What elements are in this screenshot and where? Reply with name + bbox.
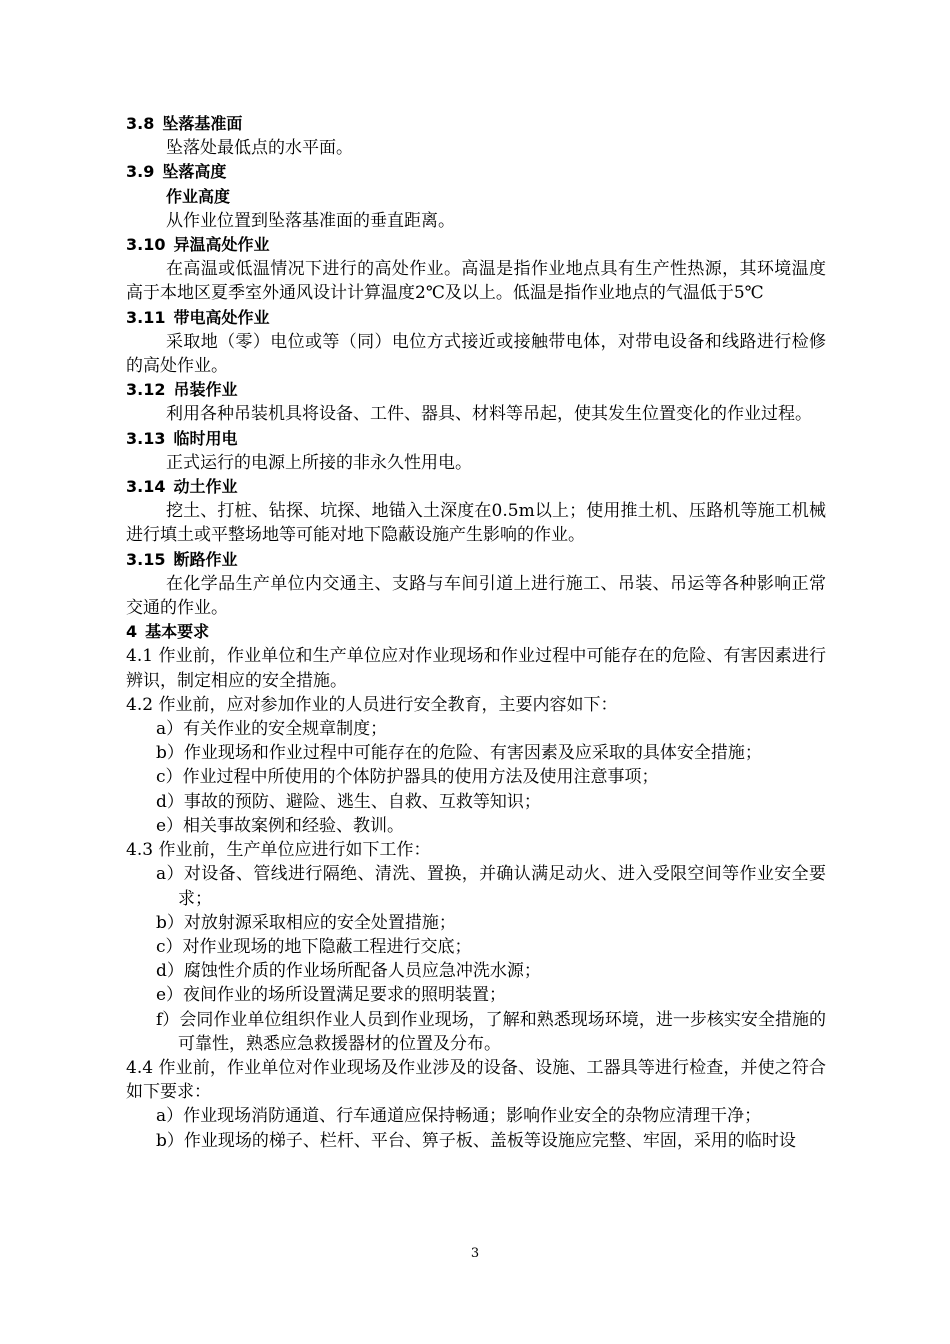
section-title: 带电高处作业	[173, 307, 270, 327]
section-number: 3.15	[126, 549, 166, 569]
section-title: 断路作业	[173, 549, 238, 569]
definition-paragraph: 采取地（零）电位或等（同）电位方式接近或接触带电体，对带电设备和线路进行检修的高处作业。	[126, 331, 826, 377]
page-number: 3	[470, 1246, 480, 1261]
definition-paragraph: 从作业位置到坠落基准面的垂直距离。	[166, 210, 455, 231]
list-item: b）作业现场和作业过程中可能存在的危险、有害因素及应采取的具体安全措施；	[156, 743, 762, 764]
section-number: 3.10	[126, 235, 166, 255]
clause-paragraph: 4.2 作业前，应对参加作业的人员进行安全教育，主要内容如下：	[126, 694, 618, 715]
section-number: 3.12	[126, 380, 166, 400]
section-title: 吊装作业	[173, 380, 238, 400]
section-title: 临时用电	[173, 428, 238, 448]
definition-paragraph: 在高温或低温情况下进行的高处作业。高温是指作业地点具有生产性热源，其环境温度高于本地区夏季室外通风设计计算温度2℃及以上。低温是指作业地点的气温低于5℃	[126, 259, 826, 304]
section-title: 动土作业	[173, 477, 238, 497]
definition-paragraph: 坠落处最低点的水平面。	[166, 138, 353, 159]
clause-paragraph: 4.1 作业前，作业单位和生产单位应对作业现场和作业过程中可能存在的危险、有害因素进行辨识，制定相应的安全措施。	[126, 646, 826, 691]
list-item: c）对作业现场的地下隐蔽工程进行交底；	[156, 936, 472, 957]
section-number: 3.11	[126, 307, 166, 327]
list-item: f）会同作业单位组织作业人员到作业现场，了解和熟悉现场环境，进一步核实安全措施的可靠性，熟悉应急救援器材的位置及分布。	[156, 1009, 826, 1054]
section-title: 坠落高度	[162, 162, 227, 182]
section-heading	[126, 233, 826, 257]
list-item: b）对放射源采取相应的安全处置措施；	[156, 912, 456, 933]
list-item: a）对设备、管线进行隔绝、清洗、置换，并确认满足动火、进入受限空间等作业安全要求；	[156, 864, 826, 909]
definition-paragraph: 正式运行的电源上所接的非永久性用电。	[166, 452, 472, 473]
list-item: a）有关作业的安全规章制度；	[156, 719, 388, 740]
section-heading	[126, 112, 826, 136]
section-number: 3.14	[126, 477, 166, 497]
section-heading	[126, 160, 826, 184]
section-heading	[126, 620, 826, 644]
definition-paragraph: 利用各种吊装机具将设备、工件、器具、材料等吊起，使其发生位置变化的作业过程。	[166, 404, 812, 425]
document-body	[126, 112, 826, 1153]
definition-paragraph: 挖土、打桩、钻探、坑探、地锚入土深度在0.5m以上；使用推土机、压路机等施工机械进行填土或平整场地等可能对地下隐蔽设施产生影响的作业。	[126, 501, 826, 546]
list-item: c）作业过程中所使用的个体防护器具的使用方法及使用注意事项；	[156, 767, 659, 788]
section-alt-title: 作业高度	[166, 186, 231, 206]
list-item: d）腐蚀性介质的作业场所配备人员应急冲洗水源；	[156, 961, 541, 982]
section-heading	[126, 306, 826, 330]
section-number: 3.9	[126, 162, 155, 182]
clause-paragraph: 4.4 作业前，作业单位对作业现场及作业涉及的设备、设施、工器具等进行检查，并使之符合如下要求：	[126, 1057, 826, 1103]
section-heading	[126, 427, 826, 451]
list-item: e）夜间作业的场所设置满足要求的照明装置；	[156, 985, 507, 1006]
list-item: e）相关事故案例和经验、教训。	[156, 815, 405, 836]
section-number: 3.8	[126, 114, 155, 133]
section-title: 坠落基准面	[162, 114, 243, 133]
section-number: 4	[126, 622, 138, 642]
section-heading	[126, 548, 826, 572]
clause-paragraph: 4.3 作业前，生产单位应进行如下工作：	[126, 840, 431, 861]
section-heading	[126, 378, 826, 402]
list-item: d）事故的预防、避险、逃生、自救、互救等知识；	[156, 791, 541, 812]
definition-paragraph: 在化学品生产单位内交通主、支路与车间引道上进行施工、吊装、吊运等各种影响正常交通的作业。	[126, 573, 826, 619]
section-number: 3.13	[126, 428, 166, 448]
list-item: b）作业现场的梯子、栏杆、平台、箅子板、盖板等设施应完整、牢固，采用的临时设	[156, 1130, 796, 1151]
section-title: 异温高处作业	[173, 235, 270, 255]
list-item: a）作业现场消防通道、行车通道应保持畅通；影响作业安全的杂物应清理干净；	[156, 1106, 762, 1127]
section-title: 基本要求	[145, 622, 210, 642]
section-heading	[126, 475, 826, 499]
